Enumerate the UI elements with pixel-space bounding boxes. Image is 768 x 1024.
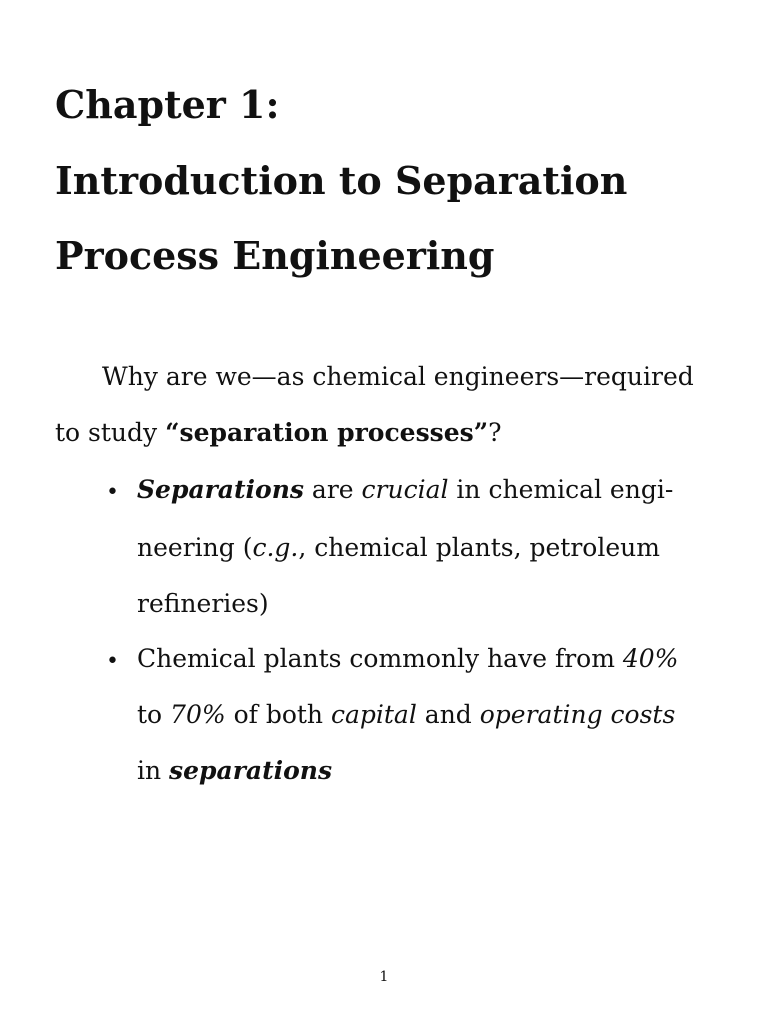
separations-term: Separations (137, 475, 304, 504)
bullet-1-text-rest: in chemical engi- (448, 475, 674, 504)
bullet-1-line-2 (137, 535, 660, 560)
bullet-2-line-2-and: and (416, 700, 480, 729)
separations-term-2: separations (169, 756, 333, 785)
bullet-2-line-2-pre: to (137, 700, 171, 729)
intro-text-prefix: to study (55, 418, 166, 447)
page-number: 1 (379, 969, 389, 985)
intro-question-line-1 (102, 364, 694, 389)
bullet-2-line-3-pre: in (137, 756, 170, 785)
chapter-title-line-2: Process Engineering (55, 233, 495, 278)
separation-processes-quote: “separation processes” (165, 418, 489, 447)
bullet-1-text: are (303, 475, 362, 504)
bullet-1-line-3-text: refineries) (137, 589, 269, 618)
bullet-1-line-2-pre: neering ( (137, 533, 253, 562)
bullet-2-line-2 (137, 702, 675, 727)
bullet-2-line-1-pre: Chemical plants commonly have from (137, 644, 623, 673)
intro-text: Why are we—as chemical engineers—required (102, 362, 694, 391)
percent-40: 40% (622, 644, 679, 673)
capital-emphasis: capital (330, 700, 417, 729)
bullet-1-line-1 (137, 477, 673, 502)
eg-abbrev: c.g. (252, 533, 299, 562)
chapter-number: Chapter 1: (55, 82, 280, 127)
bullet-2-line-1 (137, 646, 678, 671)
intro-question-line-2 (55, 420, 502, 445)
operating-costs-emphasis: operating costs (479, 700, 676, 729)
question-mark: ? (488, 418, 502, 447)
chapter-title-line-1: Introduction to Separation (55, 158, 628, 203)
bullet-1-line-3 (137, 591, 269, 616)
percent-70: 70% (170, 700, 226, 729)
bullet-1-marker: • (106, 480, 119, 505)
crucial-emphasis: crucial (361, 475, 449, 504)
bullet-2-line-3 (137, 758, 332, 783)
bullet-1-line-2-post: , chemical plants, petroleum (298, 533, 660, 562)
bullet-2-line-2-mid: of both (225, 700, 331, 729)
bullet-2-marker: • (106, 649, 119, 674)
